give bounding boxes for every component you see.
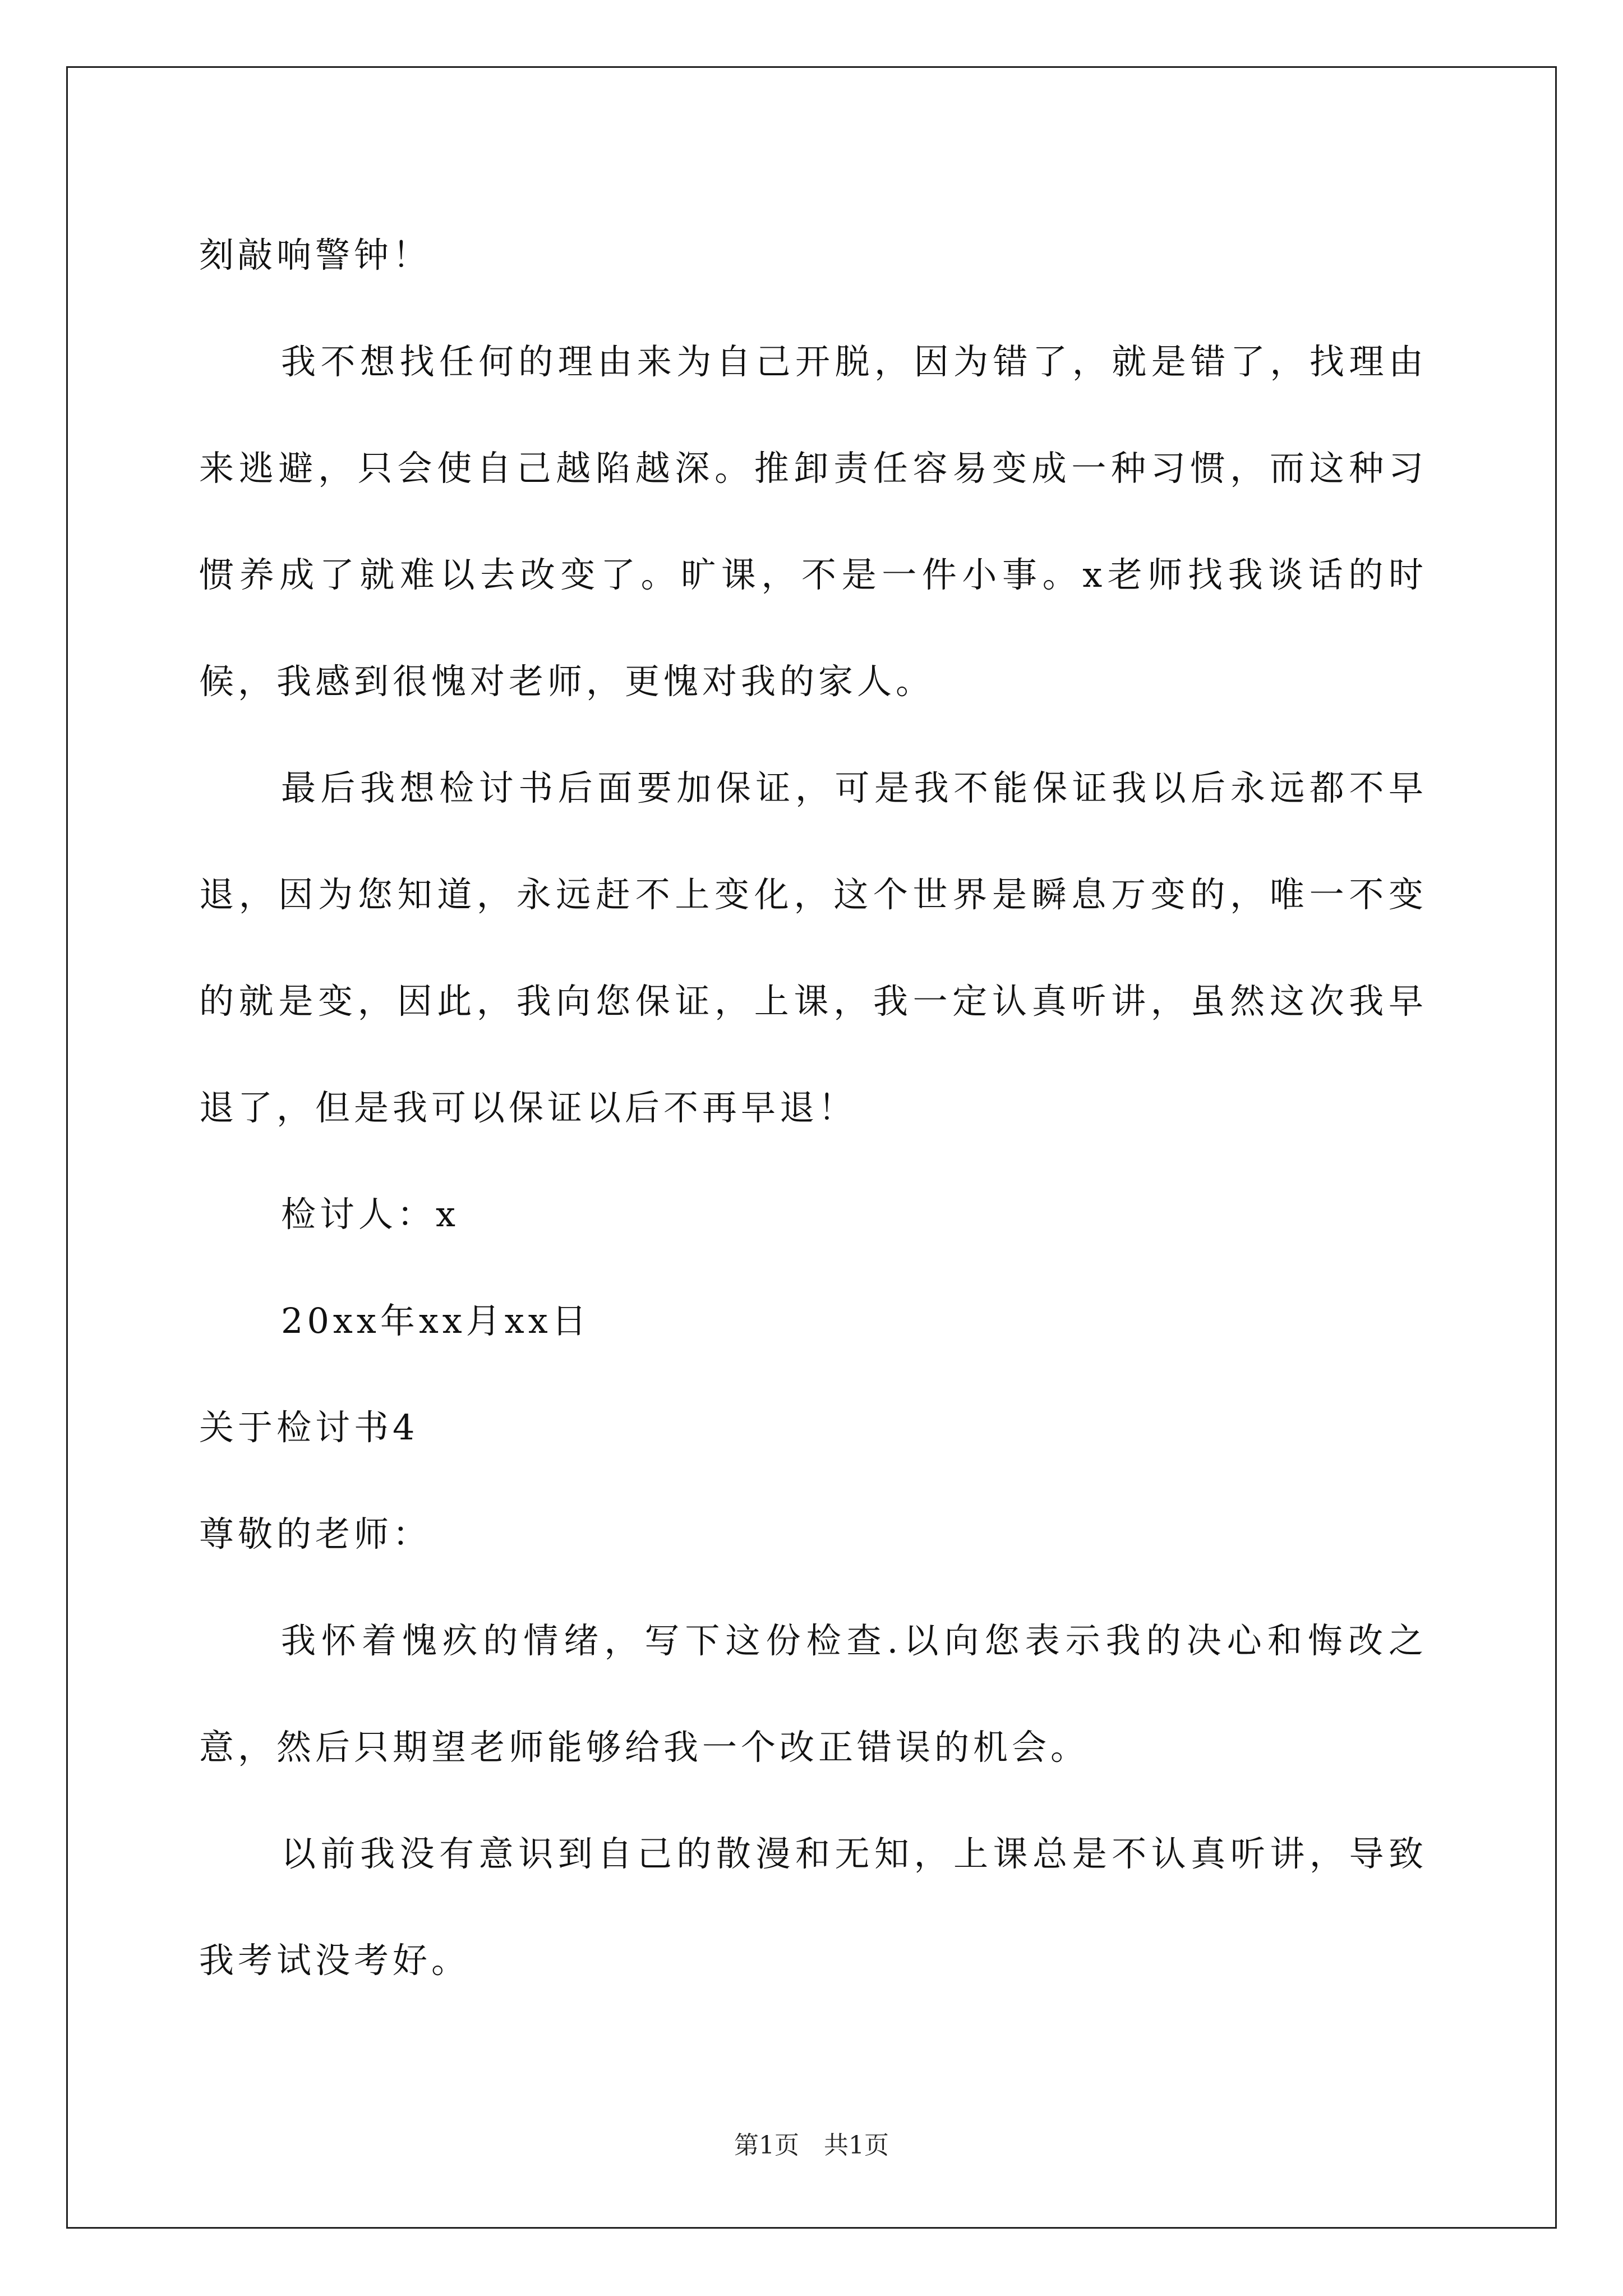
page-number-footer: 第1页 共1页 [734,2131,889,2160]
paragraph-reflection: 以前我没有意识到自己的散漫和无知，上课总是不认真听讲，导致我考试没考好。 [199,1833,1427,1981]
document-body [199,202,1427,2014]
section-heading: 关于检讨书4 [199,1407,419,1448]
salutation: 尊敬的老师： [199,1513,432,1554]
signature-line: 检讨人：x [281,1194,459,1235]
paragraph-continuation: 刻敲响警钟！ [199,234,432,275]
paragraph-no-excuses: 我不想找任何的理由来为自己开脱，因为错了，就是错了，找理由来逃避，只会使自己越陷越深。推卸责任容易变成一种习惯，而这种习惯养成了就难以去改变了。旷课，不是一件小事。x老师找我谈话的时候，我感到很愧对老师，更愧对我的家人。 [199,341,1427,702]
date-line: 20xx年xx月xx日 [281,1300,591,1341]
paragraph-remorse: 我怀着愧疚的情绪，写下这份检查.以向您表示我的决心和悔改之意，然后只期望老师能够给我一个改正错误的机会。 [199,1620,1427,1768]
paragraph-guarantee: 最后我想检讨书后面要加保证，可是我不能保证我以后永远都不早退，因为您知道，永远赶不上变化，这个世界是瞬息万变的，唯一不变的就是变，因此，我向您保证，上课，我一定认真听讲，虽然这次我早退了，但是我可以保证以后不再早退！ [199,767,1427,1128]
